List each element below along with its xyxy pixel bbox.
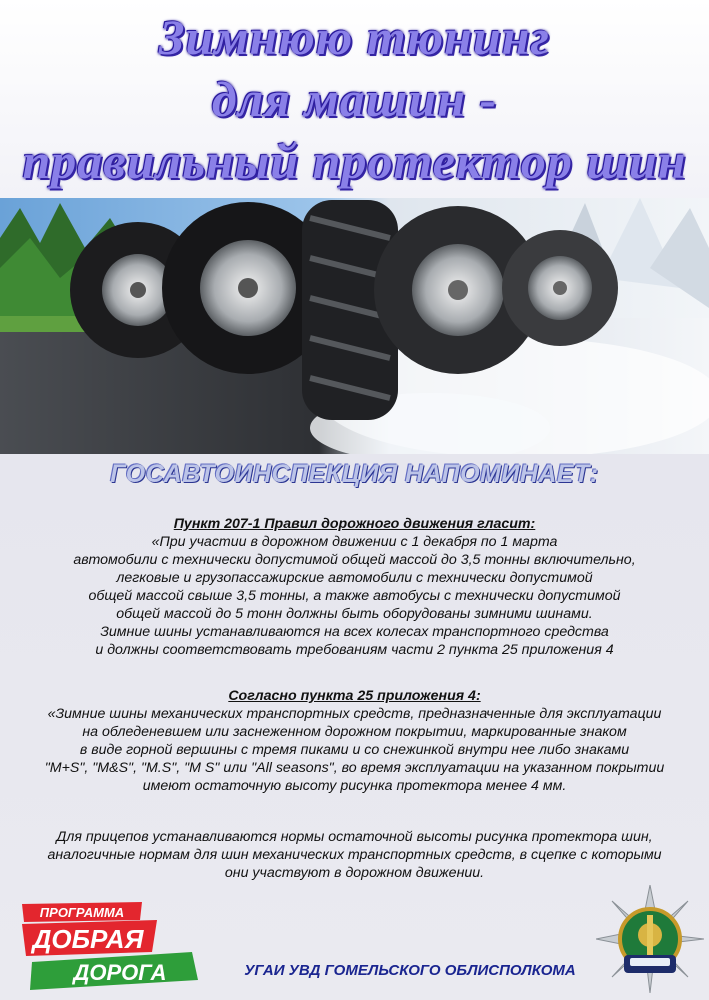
section-3-line: они участвуют в дорожном движении. xyxy=(224,865,485,881)
section-1-heading: Пункт 207-1 Правил дорожного движения гласит: xyxy=(173,516,536,532)
section-trailers xyxy=(10,828,699,882)
section-rule-207 xyxy=(10,515,699,659)
section-1-line: автомобили с технически допустимой общей массой до 3,5 тонны включительно, xyxy=(73,552,636,568)
section-appendix-4 xyxy=(10,687,699,795)
section-2-heading: Согласно пункта 25 приложения 4: xyxy=(228,688,481,704)
title-line-2: для машин - xyxy=(211,71,498,127)
reminder-heading: ГОСАВТОИНСПЕКЦИЯ НАПОМИНАЕТ: xyxy=(110,460,599,488)
logo-line-3: ДОРОГА xyxy=(73,960,167,985)
section-2-line: имеют остаточную высоту рисунка протектора менее 4 мм. xyxy=(142,778,567,794)
section-1-line: общей массой свыше 3,5 тонны, а также автобусы с технически допустимой xyxy=(88,588,621,604)
section-3-line: Для прицепов устанавливаются нормы остаточной высоты рисунка протектора шин, xyxy=(56,829,653,845)
section-1-line: и должны соответствовать требованиям части 2 пункта 25 приложения 4 xyxy=(95,642,614,658)
logo-line-2: ДОБРАЯ xyxy=(32,924,144,954)
section-1-line: «При участии в дорожном движении с 1 декабря по 1 марта xyxy=(151,534,558,550)
section-3-line: аналогичные нормам для шин механических транспортных средств, в сцепке с которыми xyxy=(47,847,662,863)
good-road-program-logo xyxy=(22,900,202,992)
section-1-line: Зимние шины устанавливаются на всех колесах транспортного средства xyxy=(100,624,609,640)
section-2-line: в виде горной вершины с тремя пиками и со снежинкой внутри нее либо знаками xyxy=(79,742,630,758)
title-line-3: правильный протектор шин xyxy=(22,133,687,189)
poster-title xyxy=(0,6,709,192)
summer-winter-tires-photo xyxy=(0,198,709,454)
logo-line-1: ПРОГРАММА xyxy=(39,905,125,920)
section-2-line: на обледеневшем или заснеженном дорожном покрытии, маркированные знаком xyxy=(82,724,627,740)
title-line-1: Зимнюю тюнинг xyxy=(159,9,550,65)
section-2-line: "M+S", "M&S", "M.S", "M S" или "All seasons", во время эксплуатации на указанном покрытии xyxy=(44,760,665,776)
section-2-line: «Зимние шины механических транспортных средств, предназначенные для эксплуатации xyxy=(47,706,662,722)
section-1-line: общей массой до 5 тонн должны быть оборудованы зимними шинами. xyxy=(116,606,593,622)
section-1-line: легковые и грузопассажирские автомобили с технически допустимой xyxy=(116,570,593,586)
footer-organization: УГАИ УВД ГОМЕЛЬСКОГО ОБЛИСПОЛКОМА xyxy=(244,962,576,979)
